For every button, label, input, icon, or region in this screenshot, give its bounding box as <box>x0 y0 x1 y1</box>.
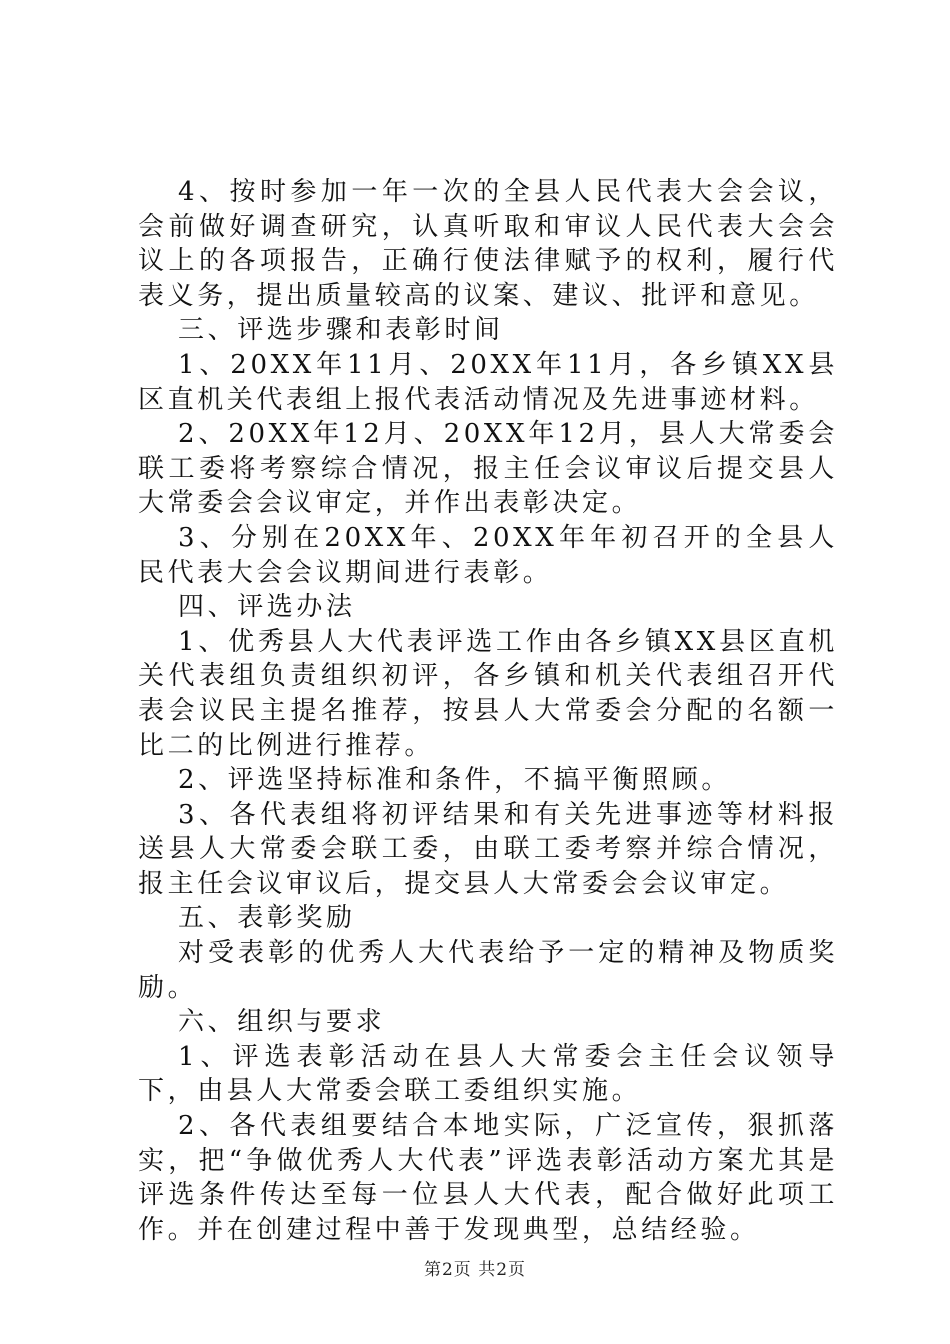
section-heading-organization: 六、组织与要求 <box>178 1007 386 1038</box>
paragraph-step-1: 1、20XX年11月、20XX年11月，各乡镇XX县区直机关代表组上报代表活动情况及先进事迹材料。 <box>138 349 838 415</box>
paragraph-method-2: 2、评选坚持标准和条件，不搞平衡照顾。 <box>178 765 731 796</box>
paragraph-method-1: 1、优秀县人大代表评选工作由各乡镇XX县区直机关代表组负责组织初评，各乡镇和机关代表组召开代表会议民主提名推荐，按县人大常委会分配的名额一比二的比例进行推荐。 <box>138 626 838 761</box>
section-heading-rewards: 五、表彰奖励 <box>178 903 356 934</box>
paragraph-method-3: 3、各代表组将初评结果和有关先进事迹等材料报送县人大常委会联工委，由联工委考察并综合情况，报主任会议审议后，提交县人大常委会会议审定。 <box>138 799 838 899</box>
paragraph-rewards: 对受表彰的优秀人大代表给予一定的精神及物质奖励。 <box>138 938 838 1003</box>
paragraph-item-4-attend-congress: 4、按时参加一年一次的全县人民代表大会会议，会前做好调查研究，认真听取和审议人民代表大会会议上的各项报告，正确行使法律赋予的权利，履行代表义务，提出质量较高的议案、建议、批评和意见。 <box>138 177 838 311</box>
paragraph-organization-1: 1、评选表彰活动在县人大常委会主任会议领导下，由县人大常委会联工委组织实施。 <box>138 1041 838 1107</box>
paragraph-step-2: 2、20XX年12月、20XX年12月，县人大常委会联工委将考察综合情况，报主任会议审议后提交县人大常委会会议审定，并作出表彰决定。 <box>138 419 838 519</box>
page-number-footer: 第2页 共2页 <box>423 1260 527 1280</box>
paragraph-organization-2: 2、各代表组要结合本地实际，广泛宣传，狠抓落实，把“争做优秀人大代表”评选表彰活动方案尤其是评选条件传达至每一位县人大代表，配合做好此项工作。并在创建过程中善于发现典型，总结经验。 <box>138 1111 838 1245</box>
document-body <box>138 175 838 1247</box>
section-heading-selection-steps: 三、评选步骤和表彰时间 <box>178 315 504 346</box>
section-heading-selection-methods: 四、评选办法 <box>178 592 356 623</box>
paragraph-step-3: 3、分别在20XX年、20XX年年初召开的全县人民代表大会会议期间进行表彰。 <box>138 522 838 588</box>
